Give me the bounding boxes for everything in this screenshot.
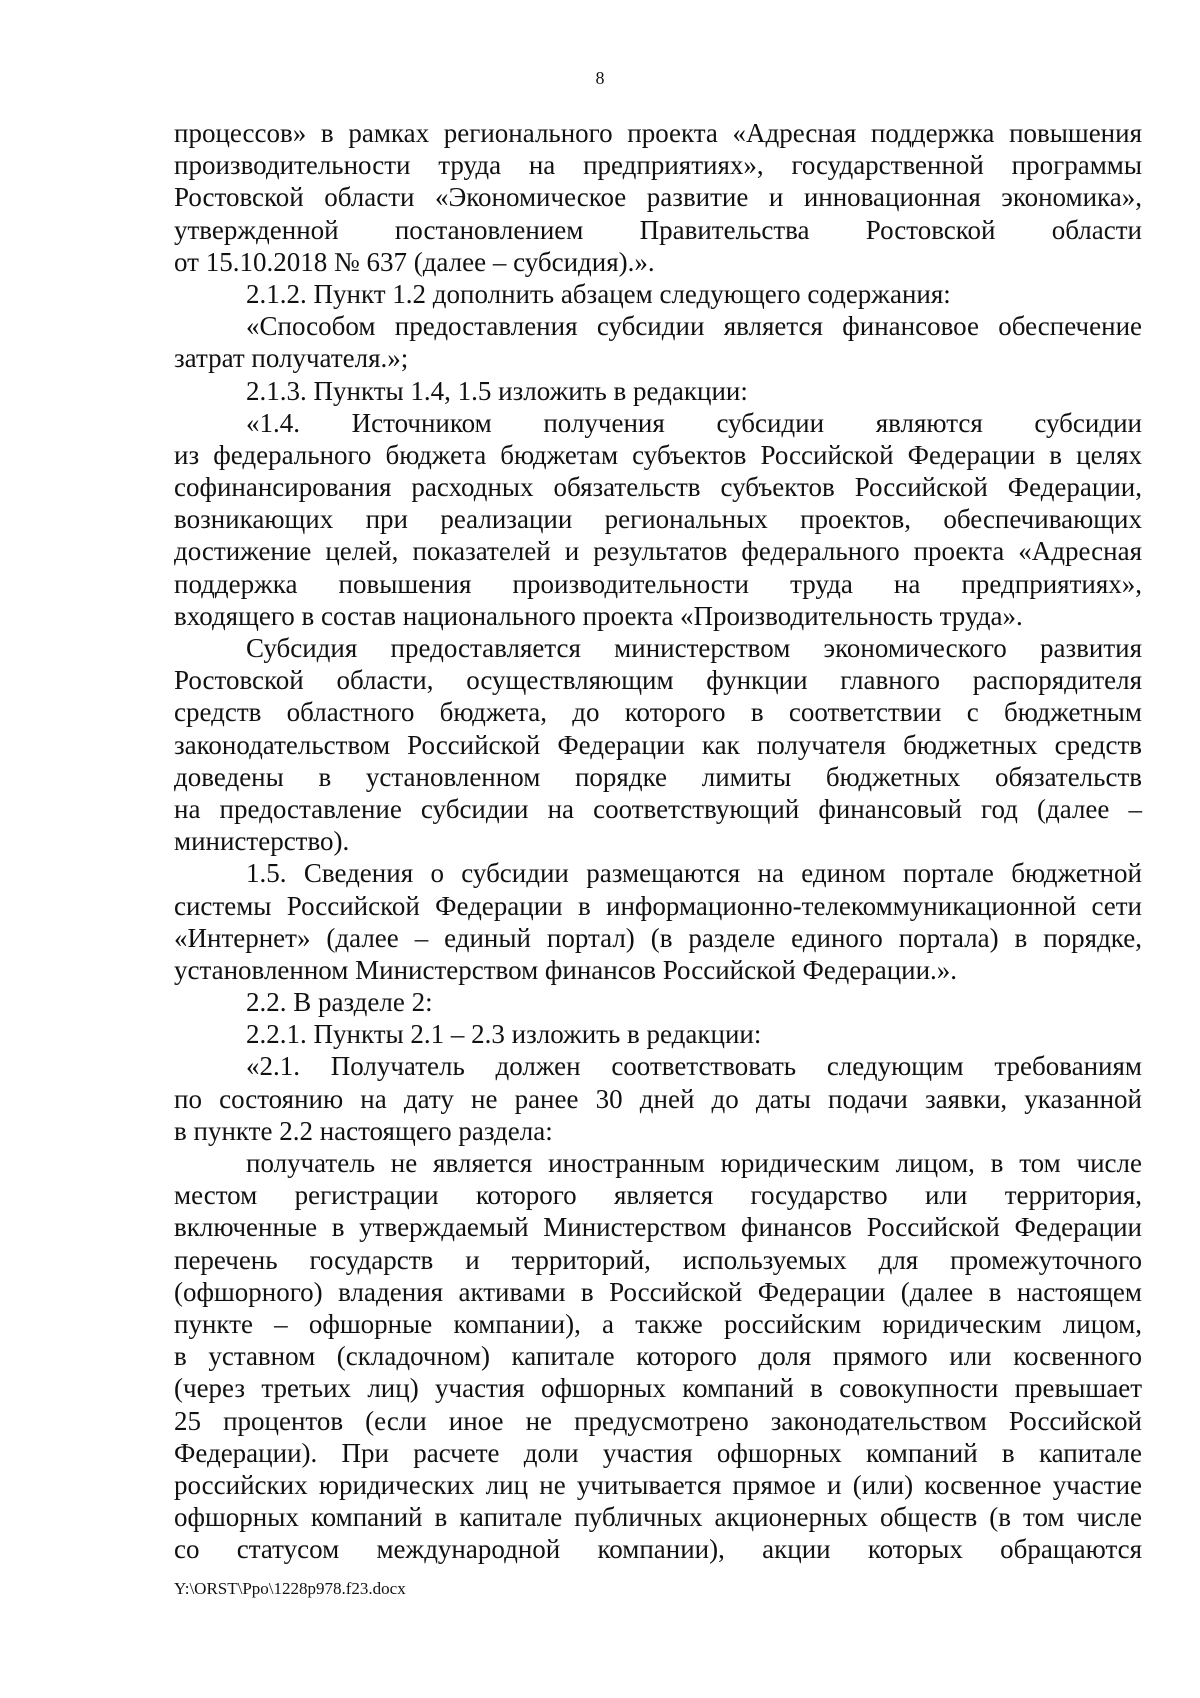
text-line: российских юридических лиц не учитывается прямое и (или) косвенное участие [174, 1469, 1142, 1500]
text-line: в пункте 2.2 настоящего раздела: [174, 1115, 553, 1146]
text-line: на предоставление субсидии на соответствующий финансовый год (далее – [174, 793, 1142, 824]
text-line: (через третьих лиц) участия офшорных компаний в совокупности превышает [174, 1373, 1142, 1404]
text-line: производительности труда на предприятиях», государственной программы [174, 150, 1142, 181]
text-line: (офшорного) владения активами в Российской Федерации (далее в настоящем [174, 1276, 1142, 1307]
text-line: утвержденной постановлением Правительства Ростовской области [174, 214, 1142, 245]
text-line: в уставном (складочном) капитале которого доля прямого или косвенного [174, 1341, 1142, 1372]
text-line: достижение целей, показателей и результатов федерального проекта «Адресная [174, 536, 1142, 567]
footer-file-path: Y:\ORST\Ppo\1228p978.f23.docx [174, 1579, 406, 1598]
text-line: установленном Министерством финансов Российской Федерации.». [174, 954, 958, 985]
text-line: доведены в установленном порядке лимиты бюджетных обязательств [174, 761, 1142, 792]
text-line: Федерации). При расчете доли участия офшорных компаний в капитале [174, 1437, 1142, 1468]
text-line: поддержка повышения производительности труда на предприятиях», [174, 568, 1142, 599]
text-line: средств областного бюджета, до которого в соответствии с бюджетным [174, 697, 1142, 728]
text-line: законодательством Российской Федерации как получателя бюджетных средств [174, 729, 1142, 760]
text-line: включенные в утверждаемый Министерством финансов Российской Федерации [174, 1212, 1142, 1243]
text-line: входящего в состав национального проекта «Производительность труда». [174, 600, 1023, 631]
text-line: «Способом предоставления субсидии является финансовое обеспечение [246, 311, 1142, 342]
text-line: получатель не является иностранным юридическим лицом, в том числе [246, 1148, 1142, 1178]
text-line: 2.2. В разделе 2: [246, 987, 433, 1018]
text-line: от 15.10.2018 № 637 (далее – субсидия).». [174, 246, 655, 277]
text-line: 2.1.2. Пункт 1.2 дополнить абзацем следующего содержания: [246, 278, 951, 309]
text-line: 1.5. Сведения о субсидии размещаются на едином портале бюджетной [246, 858, 1142, 889]
text-line: со статусом международной компании), акции которых обращаются [174, 1534, 1142, 1565]
text-line: процессов» в рамках регионального проекта «Адресная поддержка повышения [174, 118, 1142, 148]
page-number: 8 [595, 68, 605, 88]
text-line: Субсидия предоставляется министерством экономического развития [246, 633, 1142, 663]
text-line: софинансирования расходных обязательств субъектов Российской Федерации, [174, 472, 1142, 503]
text-line: Ростовской области «Экономическое развитие и инновационная экономика», [174, 182, 1142, 213]
document-body [174, 117, 1142, 1565]
text-line: «2.1. Получатель должен соответствовать следующим требованиям [246, 1051, 1142, 1082]
text-line: возникающих при реализации региональных проектов, обеспечивающих [174, 504, 1142, 535]
text-line: пункте – офшорные компании), а также российским юридическим лицом, [174, 1308, 1142, 1339]
text-line: по состоянию на дату не ранее 30 дней до даты подачи заявки, указанной [174, 1083, 1142, 1114]
text-line: местом регистрации которого является государство или территория, [174, 1180, 1142, 1211]
text-line: офшорных компаний в капитале публичных акционерных обществ (в том числе [174, 1502, 1142, 1533]
text-line: 2.1.3. Пункты 1.4, 1.5 изложить в редакции: [246, 375, 748, 406]
text-line: 25 процентов (если иное не предусмотрено законодательством Российской [174, 1405, 1142, 1436]
text-line: затрат получателя.»; [174, 343, 409, 374]
text-line: перечень государств и территорий, используемых для промежуточного [174, 1244, 1142, 1275]
text-line: из федерального бюджета бюджетам субъектов Российской Федерации в целях [174, 439, 1142, 470]
text-line: системы Российской Федерации в информационно-телекоммуникационной сети [174, 890, 1142, 921]
text-line: министерство). [174, 826, 350, 857]
text-line: Ростовской области, осуществляющим функции главного распорядителя [174, 665, 1142, 696]
text-line: «Интернет» (далее – единый портал) (в разделе единого портала) в порядке, [174, 922, 1142, 953]
text-line: «1.4. Источником получения субсидии являются субсидии [246, 407, 1142, 438]
text-line: 2.2.1. Пункты 2.1 – 2.3 изложить в редакции: [246, 1019, 762, 1050]
